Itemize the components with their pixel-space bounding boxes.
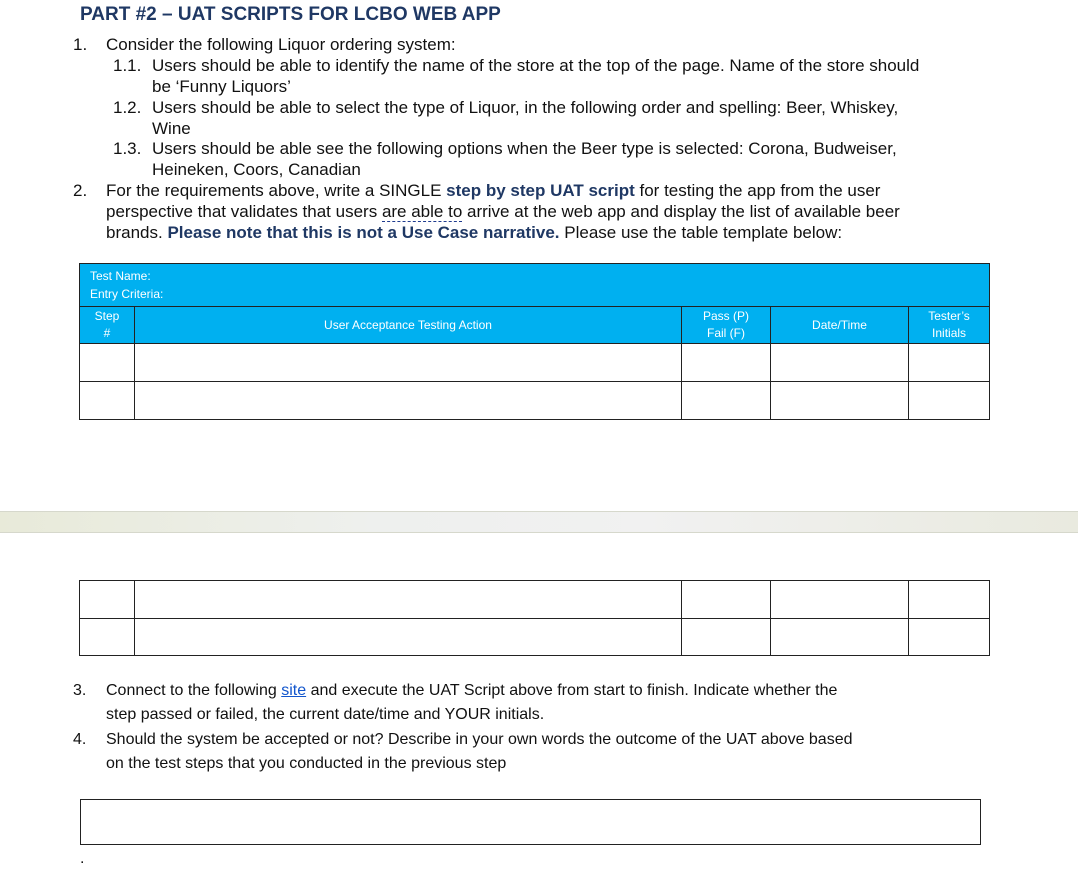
date-time-cell[interactable] [771, 382, 909, 420]
q2-line3 [106, 222, 842, 243]
q1-1-line1: Users should be able to identify the name of the store at the top of the page. Name of the store should [152, 56, 920, 75]
answer-box[interactable] [80, 799, 981, 845]
table-row [80, 581, 990, 619]
initials-cell[interactable] [909, 344, 990, 382]
part-heading: PART #2 – UAT SCRIPTS FOR LCBO WEB APP [80, 4, 501, 25]
test-name-entry-cell [80, 264, 990, 307]
pass-fail-cell[interactable] [682, 619, 771, 656]
q4-line1: Should the system be accepted or not? Describe in your own words the outcome of the UAT above based [106, 731, 853, 748]
q3-number: 3. [73, 682, 87, 699]
q2-line3-c: Please use the table template below: [559, 223, 843, 242]
header-pass: Pass (P) [702, 309, 749, 323]
q2-dotted-phrase: are able to [381, 202, 463, 221]
entry-criteria-label: Entry Criteria: [90, 287, 164, 301]
q1-2-line2: Wine [152, 119, 191, 138]
initials-cell[interactable] [909, 382, 990, 420]
pass-fail-cell[interactable] [682, 344, 771, 382]
table-row [80, 344, 990, 382]
uat-table [79, 263, 990, 420]
header-pass-fail [682, 307, 771, 344]
header-date-time: Date/Time [771, 307, 909, 344]
header-tester-initials [909, 307, 990, 344]
q3-line1 [106, 679, 837, 703]
site-link[interactable]: site [281, 682, 307, 699]
header-step [80, 307, 135, 344]
initials-cell[interactable] [909, 581, 990, 619]
action-cell[interactable] [135, 344, 682, 382]
q2-line3-a: brands. [106, 223, 168, 242]
step-cell[interactable] [80, 581, 135, 619]
q1-3-line1: Users should be able see the following options when the Beer type is selected: Corona, Budweiser, [152, 139, 897, 158]
date-time-cell[interactable] [771, 619, 909, 656]
header-step-line1: Step [94, 309, 120, 323]
page-break [0, 511, 1078, 533]
q1-1-number: 1.1. [113, 56, 142, 75]
step-cell[interactable] [80, 619, 135, 656]
q2-line2 [106, 201, 900, 222]
q4-line2: on the test steps that you conducted in the previous step [106, 755, 507, 772]
pass-fail-cell[interactable] [682, 581, 771, 619]
q1-1-line2: be ‘Funny Liquors’ [152, 77, 291, 96]
q2-line1-a: For the requirements above, write a SINGLE [106, 181, 447, 200]
q4-number: 4. [73, 731, 87, 748]
q3-line1-a: Connect to the following [106, 682, 282, 699]
action-cell[interactable] [135, 581, 682, 619]
trailing-period: . [80, 850, 85, 867]
q1-3-number: 1.3. [113, 139, 142, 158]
action-cell[interactable] [135, 382, 682, 420]
header-tester-line2: Initials [932, 326, 967, 340]
q2-line1-c: for testing the app from the user [634, 181, 881, 200]
q2-line2-a: perspective that validates that users [106, 202, 382, 221]
q3-line1-b: and execute the UAT Script above from start to finish. Indicate whether the [306, 682, 838, 699]
q2-note: Please note that this is not a Use Case narrative. [167, 223, 560, 242]
q1-2-line1: Users should be able to select the type of Liquor, in the following order and spelling: Beer, Whiskey, [152, 98, 899, 117]
q1-3-line2: Heineken, Coors, Canadian [152, 160, 361, 179]
uat-table-continued [79, 580, 990, 656]
step-cell[interactable] [80, 344, 135, 382]
header-step-line2: # [103, 326, 111, 340]
q2-emphasis-script: step by step UAT script [446, 181, 635, 200]
pass-fail-cell[interactable] [682, 382, 771, 420]
q1-number: 1. [73, 35, 88, 54]
test-name-label: Test Name: [90, 269, 151, 283]
header-fail: Fail (F) [707, 326, 745, 340]
header-tester-line1: Tester’s [928, 309, 970, 323]
q1-2-number: 1.2. [113, 98, 142, 117]
date-time-cell[interactable] [771, 581, 909, 619]
q1-text: Consider the following Liquor ordering system: [106, 35, 456, 54]
table-row [80, 619, 990, 656]
q3-line2: step passed or failed, the current date/time and YOUR initials. [106, 706, 545, 723]
table-row [80, 382, 990, 420]
date-time-cell[interactable] [771, 344, 909, 382]
step-cell[interactable] [80, 382, 135, 420]
q2-line1 [106, 180, 880, 201]
header-action: User Acceptance Testing Action [135, 307, 682, 344]
initials-cell[interactable] [909, 619, 990, 656]
q2-number: 2. [73, 181, 88, 200]
q2-line2-c: arrive at the web app and display the list of available beer [462, 202, 900, 221]
action-cell[interactable] [135, 619, 682, 656]
